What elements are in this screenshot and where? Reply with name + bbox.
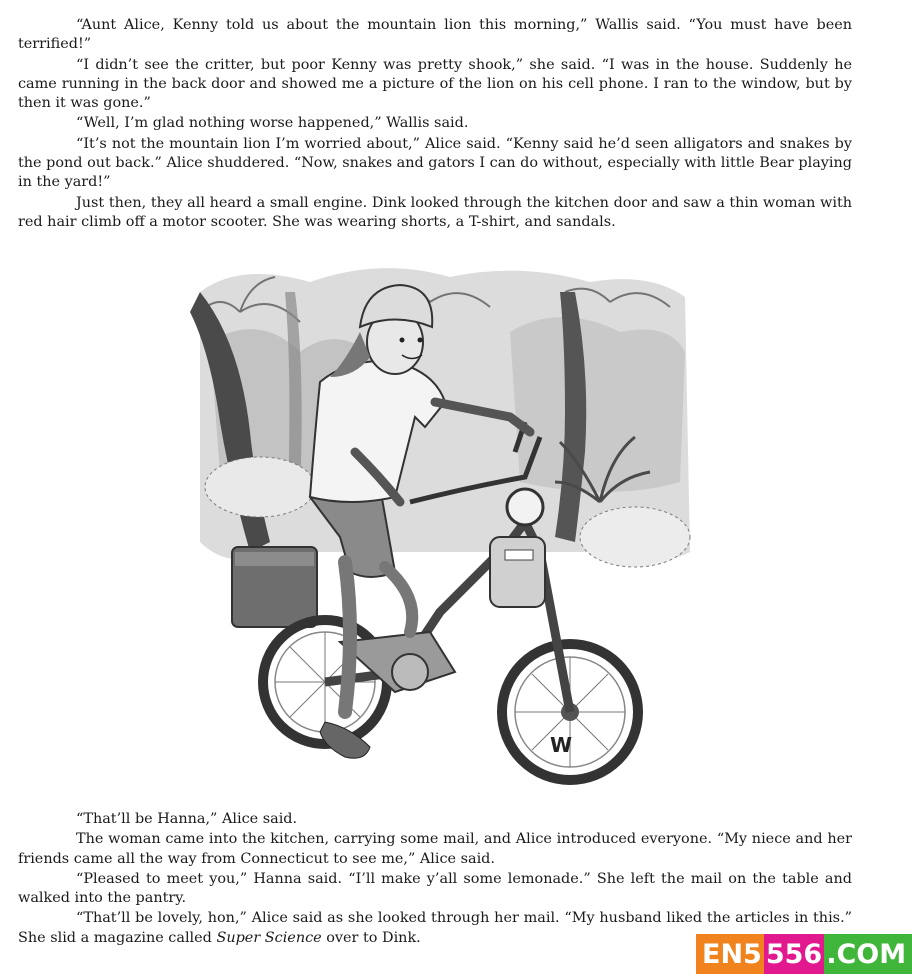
paragraph: “Aunt Alice, Kenny told us about the mountain lion this morning,” Wallis said. “You must have been terrified!” — [18, 17, 852, 53]
bush — [580, 507, 690, 567]
paragraph: Just then, they all heard a small engine. Dink looked through the kitchen door and saw a thin woman with red hair climb off a motor scooter. She was wearing shorts, a T-shirt, and sandals. — [18, 194, 852, 230]
rider-leg — [345, 562, 350, 712]
front-shield — [490, 537, 545, 607]
magazine-title: Super Science — [216, 929, 322, 946]
paragraph: “Well, I’m glad nothing worse happened,” Wallis said. — [76, 115, 469, 132]
paragraph: “Pleased to meet you,” Hanna said. “I’ll make y’all some lemonade.” She left the mail on the table and walked into the pantry. — [18, 870, 852, 907]
paragraph: “I didn’t see the critter, but poor Kenny was pretty shook,” she said. “I was in the house. Suddenly he came running in the back door and showed me a picture of the lion on his cell phone. I ran to the window, but by then it was gone.” — [18, 56, 852, 112]
watermark-part: .COM — [824, 934, 912, 974]
paragraph: The woman came into the kitchen, carrying some mail, and Alice introduced everyone. “My niece and her friends came all the way from Connecticut to see me,” Alice said. — [18, 831, 852, 867]
bush — [205, 457, 315, 517]
engine — [392, 654, 428, 690]
foliage-dark — [510, 317, 685, 492]
paragraph: “It’s not the mountain lion I’m worried about,” Alice said. “Kenny said he’d seen alligators and snakes by the pond out back.” Alice shuddered. “Now, snakes and gators I can do without, especially with little Bear playing in the yard!” — [18, 135, 852, 191]
paragraph-text: “That’ll be lovely, hon,” Alice said as she looked through her mail. “My husband liked the articles in this.” She slid a magazine called — [18, 910, 852, 946]
top-text-block — [18, 16, 852, 233]
paragraph: “That’ll be Hanna,” Alice said. — [76, 811, 298, 827]
illustrator-mark: W — [550, 733, 573, 757]
scooter-illustration — [180, 252, 700, 802]
watermark-logo — [696, 934, 907, 974]
bottom-text-block — [18, 810, 852, 949]
headlight — [507, 489, 543, 525]
watermark-part: 556 — [764, 934, 824, 974]
watermark-part: EN5 — [696, 934, 764, 974]
rider-leg — [385, 567, 412, 632]
paragraph-text: over to Dink. — [321, 929, 421, 946]
